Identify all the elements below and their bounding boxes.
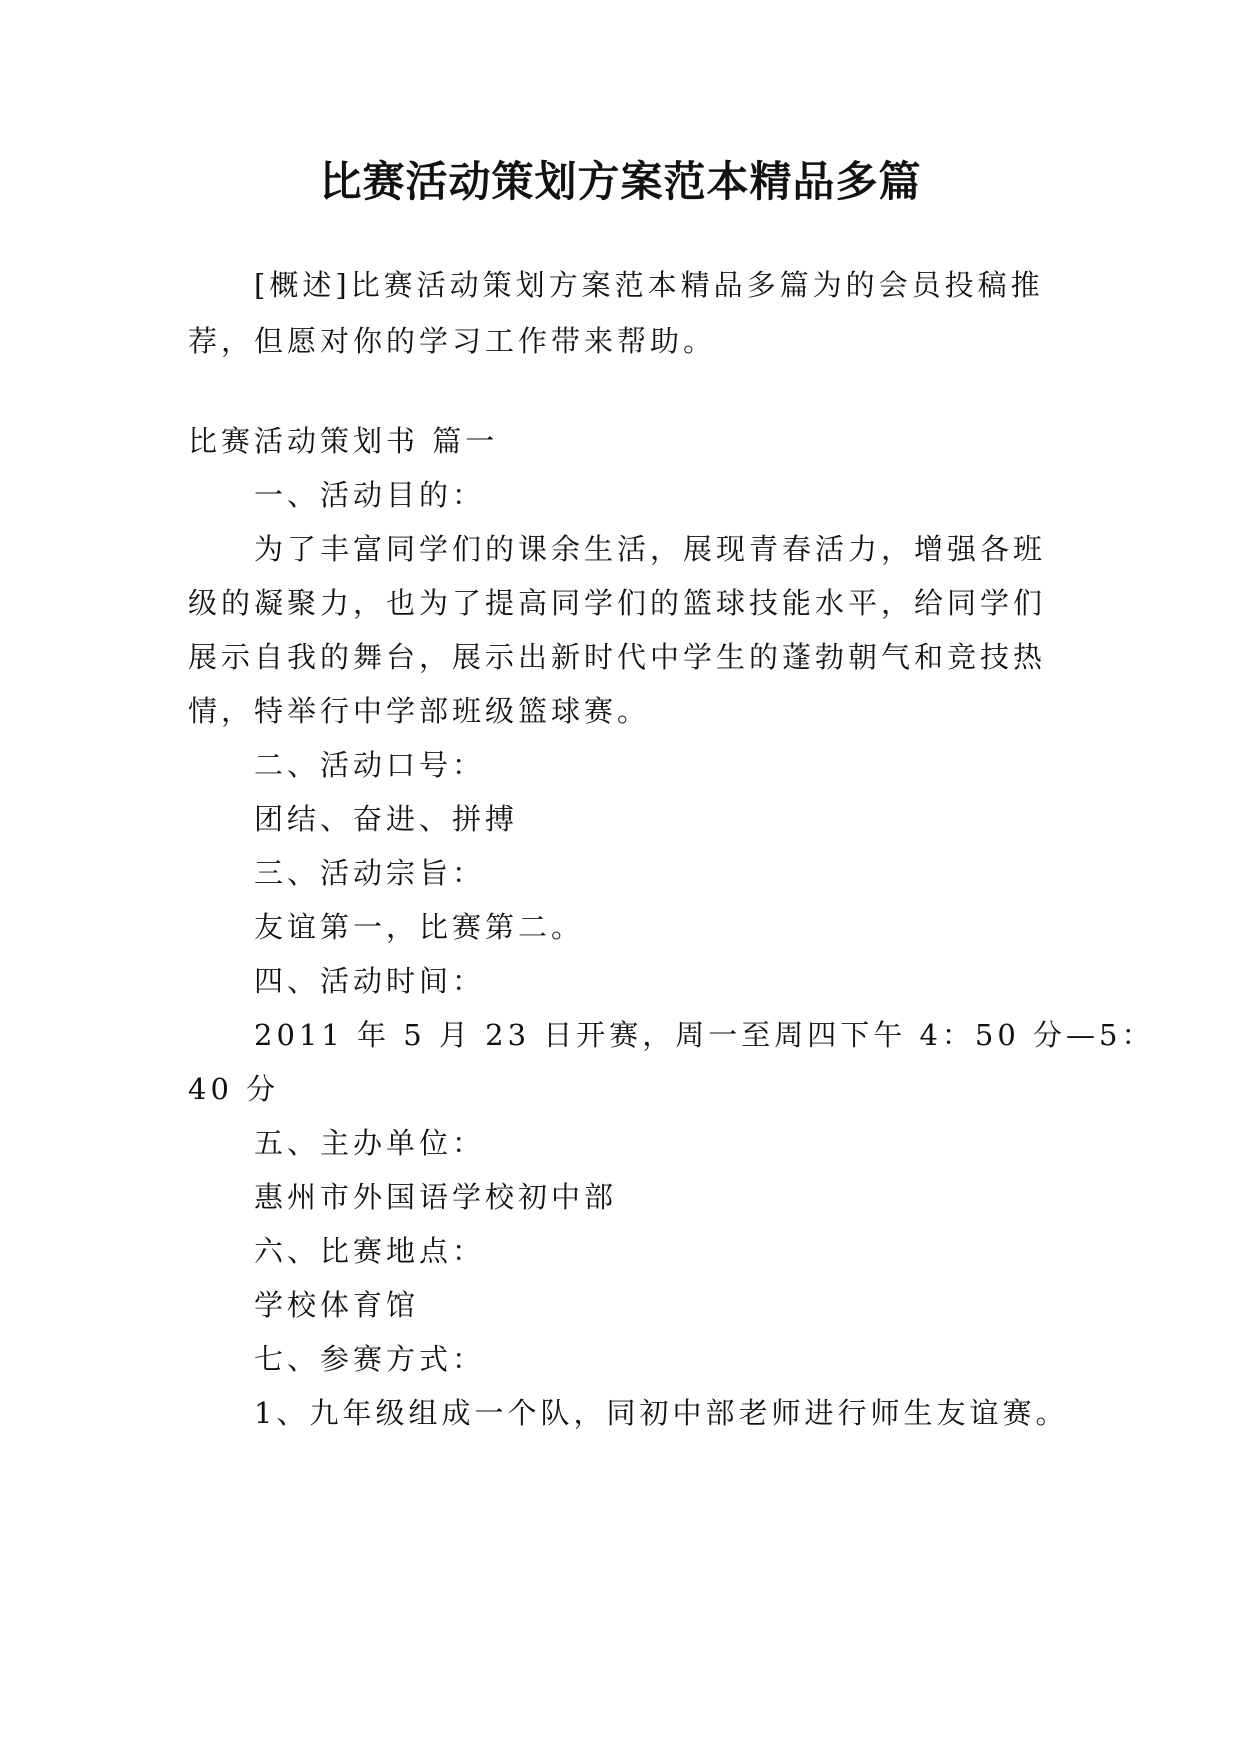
tenet-text: 友谊第一，比赛第二。: [254, 910, 585, 944]
organizer-text: 惠州市外国语学校初中部: [254, 1180, 618, 1214]
summary-line-2: 荐，但愿对你的学习工作带来帮助。: [188, 324, 717, 358]
time-line-1: 2011 年 5 月 23 日开赛，周一至周四下午 4：50 分—5：: [254, 1018, 1155, 1052]
venue-text: 学校体育馆: [254, 1288, 420, 1322]
summary-line-1: [概述]比赛活动策划方案范本精品多篇为的会员投稿推: [254, 268, 1044, 302]
purpose-line-3: 展示自我的舞台，展示出新时代中学生的蓬勃朝气和竞技热: [188, 640, 1047, 674]
purpose-line-4: 情，特举行中学部班级篮球赛。: [188, 694, 651, 728]
document-title: 比赛活动策划方案范本精品多篇: [319, 157, 922, 206]
heading-slogan: 二、活动口号：: [254, 748, 486, 782]
heading-purpose: 一、活动目的：: [254, 478, 486, 512]
heading-method: 七、参赛方式：: [254, 1342, 486, 1376]
heading-tenet: 三、活动宗旨：: [254, 856, 486, 890]
heading-organizer: 五、主办单位：: [254, 1126, 486, 1160]
heading-venue: 六、比赛地点：: [254, 1234, 486, 1268]
purpose-line-2: 级的凝聚力，也为了提高同学们的篮球技能水平，给同学们: [188, 586, 1047, 620]
section-heading: 比赛活动策划书 篇一: [188, 424, 499, 458]
purpose-line-1: 为了丰富同学们的课余生活，展现青春活力，增强各班: [254, 532, 1047, 566]
time-line-2: 40 分: [188, 1072, 280, 1106]
heading-time: 四、活动时间：: [254, 964, 486, 998]
slogan-text: 团结、奋进、拼搏: [254, 802, 519, 836]
method-line-1: 1、九年级组成一个队，同初中部老师进行师生友谊赛。: [254, 1396, 1069, 1430]
